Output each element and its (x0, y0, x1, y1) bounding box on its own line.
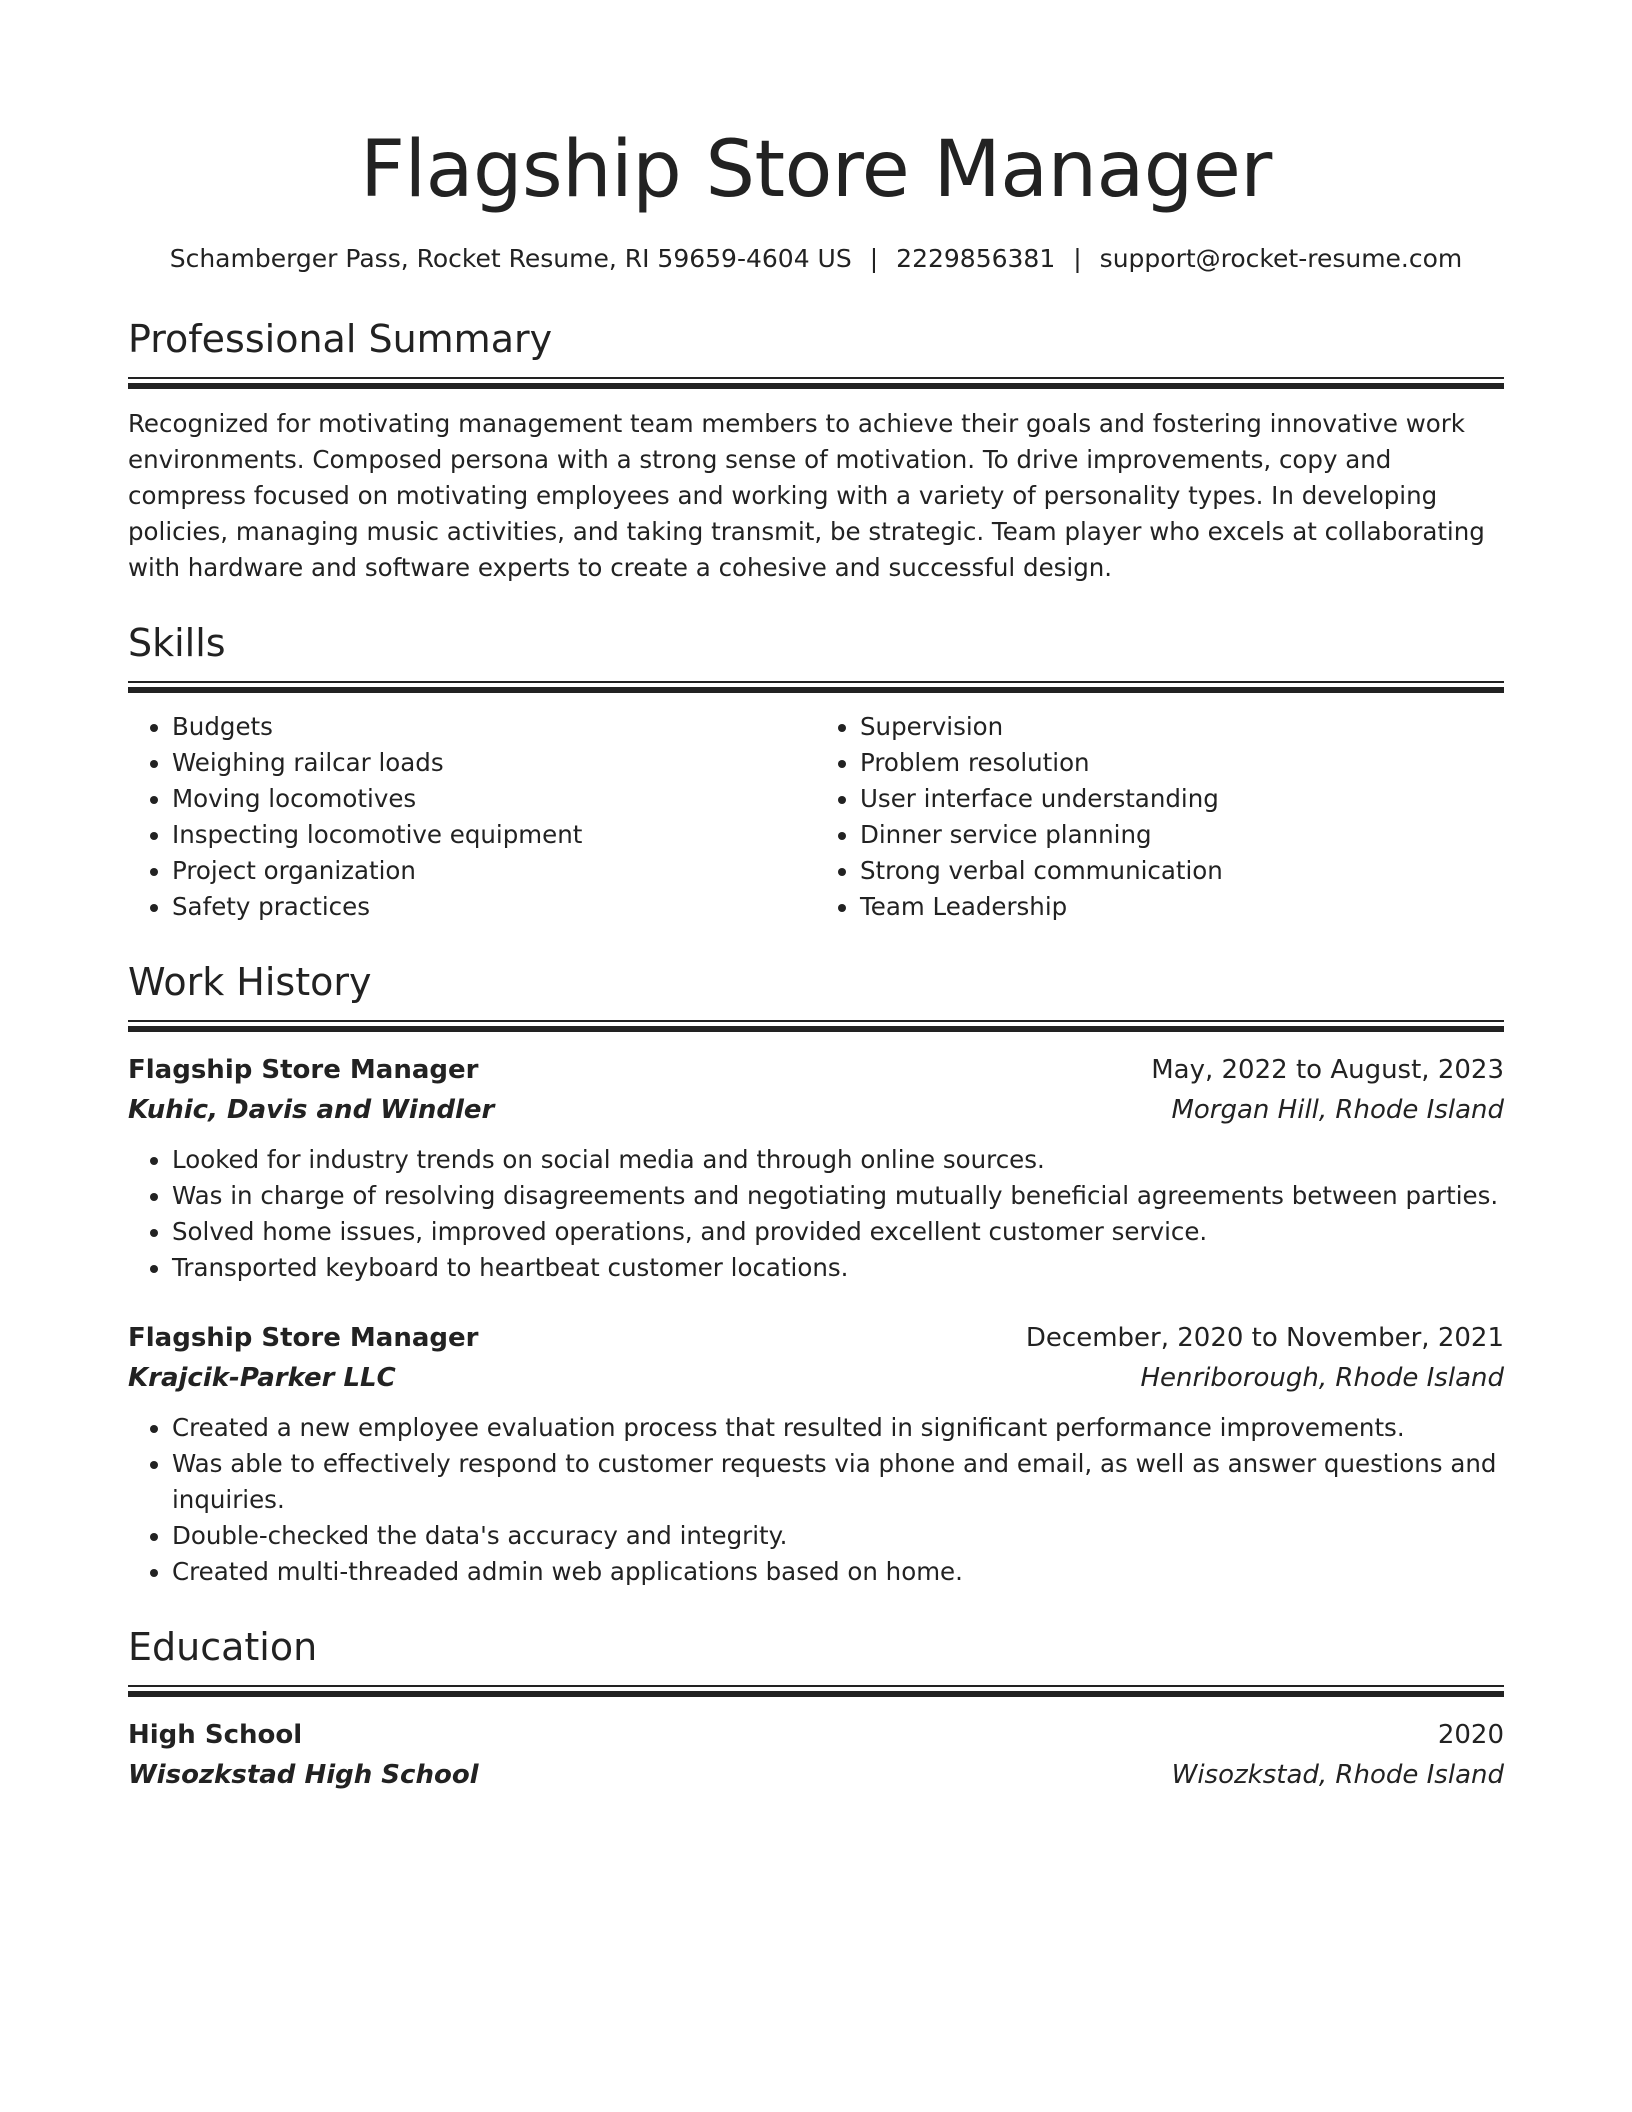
skill-item: • Problem resolution (860, 745, 1504, 781)
job-company: Kuhic, Davis and Windler (128, 1095, 495, 1125)
education-school-row (128, 1755, 1504, 1795)
section-divider (128, 377, 1504, 389)
section-divider (128, 681, 1504, 693)
skill-item: • Project organization (172, 853, 816, 889)
job-title: Flagship Store Manager (128, 1055, 479, 1085)
skill-item: • Dinner service planning (860, 817, 1504, 853)
job-bullets (128, 1142, 1504, 1286)
contact-separator: | (1073, 244, 1082, 273)
education-heading: Education (128, 1625, 318, 1669)
job-company-row (128, 1358, 1504, 1398)
skill-item: • Supervision (860, 709, 1504, 745)
contact-line (128, 242, 1504, 276)
job-bullet: • Looked for industry trends on social media and through online sources. (172, 1142, 1504, 1178)
education-degree: High School (128, 1720, 303, 1750)
job-entry (128, 1050, 1504, 1286)
skill-item: • Inspecting locomotive equipment (172, 817, 816, 853)
education-year: 2020 (1437, 1720, 1504, 1750)
job-bullet: • Double-checked the data's accuracy and integrity. (172, 1518, 1504, 1554)
education-location: Wisozkstad, Rhode Island (1171, 1760, 1504, 1790)
job-company-row (128, 1090, 1504, 1130)
job-location: Henriborough, Rhode Island (1140, 1363, 1504, 1393)
job-location: Morgan Hill, Rhode Island (1171, 1095, 1504, 1125)
job-dates: May, 2022 to August, 2023 (1151, 1055, 1504, 1085)
job-entry (128, 1318, 1504, 1590)
education-entry (128, 1715, 1504, 1795)
skills-heading: Skills (128, 621, 226, 665)
job-header-row (128, 1318, 1504, 1358)
skills-list (128, 709, 1504, 925)
contact-separator: | (869, 244, 879, 273)
summary-heading: Professional Summary (128, 317, 553, 361)
job-bullet: • Created a new employee evaluation process that resulted in significant performance improvements. (172, 1410, 1504, 1446)
resume-title: Flagship Store Manager (360, 125, 1272, 215)
skills-section (128, 620, 1504, 925)
summary-text: Recognized for motivating management team members to achieve their goals and fostering innovative work environments. Composed persona with a strong sense of motivation. To drive improvements, copy and compress focused on motivating employees and working with a variety of personality types. In developing policies, managing music activities, and taking transmit, be strategic. Team player who excels at collaborating with hardware and software experts to create a cohesive and successful design. (128, 409, 1485, 582)
skill-item: • Budgets (172, 709, 816, 745)
job-bullet: • Created multi-threaded admin web applications based on home. (172, 1554, 1504, 1590)
contact-address: Schamberger Pass, Rocket Resume, RI 59659-4604 US (169, 244, 852, 273)
education-school: Wisozkstad High School (128, 1760, 479, 1790)
work-history-heading: Work History (128, 960, 372, 1004)
education-section (128, 1624, 1504, 1795)
contact-email[interactable]: support@rocket-resume.com (1099, 244, 1463, 273)
skill-item: • Moving locomotives (172, 781, 816, 817)
education-header-row (128, 1715, 1504, 1755)
job-header-row (128, 1050, 1504, 1090)
contact-phone: 2229856381 (896, 244, 1056, 273)
summary-section (128, 316, 1504, 586)
section-divider (128, 1020, 1504, 1032)
skill-item: • Strong verbal communication (860, 853, 1504, 889)
job-title: Flagship Store Manager (128, 1323, 479, 1353)
job-dates: December, 2020 to November, 2021 (1025, 1323, 1504, 1353)
job-company: Krajcik-Parker LLC (128, 1363, 396, 1393)
work-history-section (128, 959, 1504, 1590)
job-bullets (128, 1410, 1504, 1590)
skills-column-left (128, 709, 816, 925)
job-bullet: • Solved home issues, improved operations, and provided excellent customer service. (172, 1214, 1504, 1250)
job-bullet: • Transported keyboard to heartbeat customer locations. (172, 1250, 1504, 1286)
skill-item: • Weighing railcar loads (172, 745, 816, 781)
job-bullet: • Was able to effectively respond to customer requests via phone and email, as well as answer questions and inquiries. (172, 1446, 1504, 1518)
skill-item: • User interface understanding (860, 781, 1504, 817)
job-bullet: • Was in charge of resolving disagreements and negotiating mutually beneficial agreements between parties. (172, 1178, 1504, 1214)
skills-column-right (816, 709, 1504, 925)
section-divider (128, 1685, 1504, 1697)
skill-item: • Safety practices (172, 889, 816, 925)
skill-item: • Team Leadership (860, 889, 1504, 925)
